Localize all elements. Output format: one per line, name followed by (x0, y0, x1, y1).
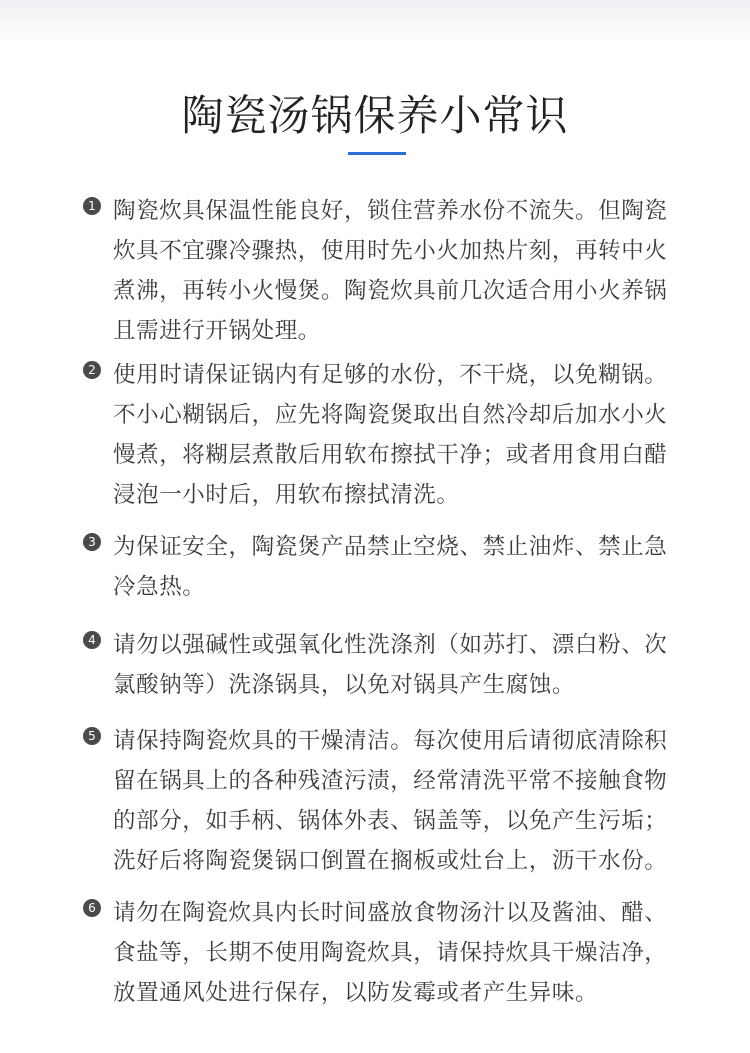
page-title: 陶瓷汤锅保养小常识 (181, 91, 569, 140)
tip-number-badge: 1 (83, 197, 101, 215)
tip-text: 陶瓷炊具保温性能良好，锁住营养水份不流失。但陶瓷炊具不宜骤冷骤热，使用时先小火加热片刻，再转中火煮沸，再转小火慢煲。陶瓷炊具前几次适合用小火养锅且需进行开锅处理。 (113, 198, 668, 344)
tip-text: 请勿以强碱性或强氧化性洗涤剂（如苏打、漂白粉、次氯酸钠等）洗涤锅具，以免对锅具产生腐蚀。 (113, 632, 668, 698)
tip-item-2 (78, 355, 690, 515)
tip-text: 使用时请保证锅内有足够的水份，不干烧，以免糊锅。不小心糊锅后，应先将陶瓷煲取出自然冷却后加水小火慢煮，将糊层煮散后用软布擦拭干净；或者用食用白醋浸泡一小时后，用软布擦拭清洗。 (113, 362, 668, 508)
tip-text: 请保持陶瓷炊具的干燥清洁。每次使用后请彻底清除积留在锅具上的各种残渣污渍，经常清洗平常不接触食物的部分，如手柄、锅体外表、锅盖等，以免产生污垢；洗好后将陶瓷煲锅口倒置在搁板或灶台上，沥干水份。 (113, 728, 668, 874)
tip-item-3 (78, 527, 690, 607)
tip-item-6 (78, 893, 690, 1013)
tip-text: 请勿在陶瓷炊具内长时间盛放食物汤汁以及酱油、醋、食盐等，长期不使用陶瓷炊具，请保持炊具干燥洁净，放置通风处进行保存，以防发霉或者产生异味。 (113, 900, 668, 1006)
tip-item-1 (78, 191, 690, 351)
tip-number-badge: 4 (83, 631, 101, 649)
title-underline (348, 152, 406, 155)
tip-number-badge: 3 (83, 533, 101, 551)
tip-number-badge: 5 (83, 727, 101, 745)
tip-item-4 (78, 625, 690, 705)
tip-text: 为保证安全，陶瓷煲产品禁止空烧、禁止油炸、禁止急冷急热。 (113, 534, 668, 600)
tip-item-5 (78, 721, 690, 881)
tip-number-badge: 2 (83, 361, 101, 379)
tip-number-badge: 6 (83, 899, 101, 917)
